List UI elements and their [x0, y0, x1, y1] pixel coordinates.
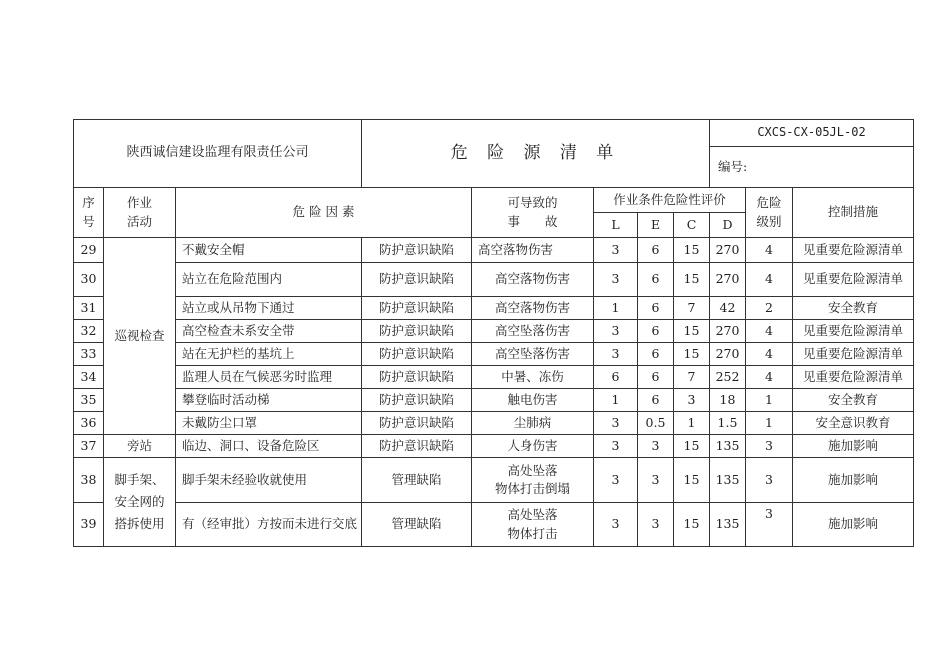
row-C: 15 [674, 503, 710, 547]
row-factor: 高空检查未系安全带 [176, 320, 362, 343]
row-seq: 30 [74, 263, 104, 297]
row-C: 15 [674, 435, 710, 458]
row-C: 15 [674, 320, 710, 343]
row-factor: 站在无护栏的基坑上 [176, 343, 362, 366]
row-L: 3 [594, 320, 638, 343]
row-control: 安全教育 [793, 297, 914, 320]
row-accident: 高空落物伤害 [472, 297, 594, 320]
row-E: 6 [638, 238, 674, 263]
col-seq: 序号 [74, 188, 104, 238]
row-seq: 34 [74, 366, 104, 389]
row-D: 42 [710, 297, 746, 320]
col-factor: 危 险 因 素 [176, 188, 472, 238]
row-factor: 监理人员在气候恶劣时监理 [176, 366, 362, 389]
row-L: 3 [594, 412, 638, 435]
col-evaluation: 作业条件危险性评价 [594, 188, 746, 213]
row-E: 3 [638, 435, 674, 458]
row-cause: 防护意识缺陷 [362, 238, 472, 263]
row-accident: 中暑、冻伤 [472, 366, 594, 389]
row-E: 6 [638, 320, 674, 343]
table-row [74, 238, 914, 263]
row-L: 6 [594, 366, 638, 389]
row-D: 135 [710, 458, 746, 503]
row-factor: 脚手架未经验收就使用 [176, 458, 362, 503]
row-accident: 触电伤害 [472, 389, 594, 412]
document-title: 危 险 源 清 单 [362, 120, 710, 188]
table-row [74, 263, 914, 297]
row-factor: 攀登临时活动梯 [176, 389, 362, 412]
row-factor: 不戴安全帽 [176, 238, 362, 263]
row-cause: 防护意识缺陷 [362, 343, 472, 366]
row-level: 3 [746, 458, 793, 503]
row-accident: 尘肺病 [472, 412, 594, 435]
row-level: 2 [746, 297, 793, 320]
row-seq: 29 [74, 238, 104, 263]
row-C: 7 [674, 366, 710, 389]
hazard-sheet [73, 119, 914, 547]
row-factor: 站立在危险范围内 [176, 263, 362, 297]
table-row [74, 503, 914, 547]
col-C: C [674, 213, 710, 238]
row-control: 见重要危险源清单 [793, 366, 914, 389]
row-control: 见重要危险源清单 [793, 320, 914, 343]
table-row [74, 389, 914, 412]
row-level: 1 [746, 412, 793, 435]
row-control: 施加影响 [793, 503, 914, 547]
row-D: 270 [710, 343, 746, 366]
row-E: 6 [638, 297, 674, 320]
row-control: 见重要危险源清单 [793, 343, 914, 366]
row-control: 施加影响 [793, 458, 914, 503]
row-accident: 高处坠落 物体打击 [472, 503, 594, 547]
row-accident: 高处坠落 物体打击倒塌 [472, 458, 594, 503]
row-level: 4 [746, 320, 793, 343]
row-cause: 防护意识缺陷 [362, 297, 472, 320]
row-L: 3 [594, 435, 638, 458]
row-E: 3 [638, 458, 674, 503]
row-seq: 33 [74, 343, 104, 366]
row-level: 4 [746, 238, 793, 263]
row-seq: 39 [74, 503, 104, 547]
activity-patrol: 巡视检查 [104, 238, 176, 435]
row-control: 见重要危险源清单 [793, 238, 914, 263]
row-L: 3 [594, 458, 638, 503]
row-factor: 站立或从吊物下通过 [176, 297, 362, 320]
row-control: 安全教育 [793, 389, 914, 412]
row-seq: 32 [74, 320, 104, 343]
row-level: 4 [746, 263, 793, 297]
row-D: 135 [710, 435, 746, 458]
row-cause: 防护意识缺陷 [362, 263, 472, 297]
row-factor: 临边、洞口、设备危险区 [176, 435, 362, 458]
row-D: 252 [710, 366, 746, 389]
row-C: 7 [674, 297, 710, 320]
row-L: 3 [594, 238, 638, 263]
row-C: 3 [674, 389, 710, 412]
col-level: 危险级别 [746, 188, 793, 238]
row-level: 4 [746, 343, 793, 366]
row-cause: 防护意识缺陷 [362, 320, 472, 343]
activity-standby: 旁站 [104, 435, 176, 458]
row-E: 6 [638, 366, 674, 389]
table-row [74, 458, 914, 503]
row-D: 18 [710, 389, 746, 412]
row-level: 4 [746, 366, 793, 389]
row-D: 1.5 [710, 412, 746, 435]
row-C: 15 [674, 238, 710, 263]
table-row [74, 435, 914, 458]
row-E: 6 [638, 263, 674, 297]
row-control: 见重要危险源清单 [793, 263, 914, 297]
row-accident: 高空坠落伤害 [472, 320, 594, 343]
row-control: 施加影响 [793, 435, 914, 458]
table-row [74, 320, 914, 343]
col-L: L [594, 213, 638, 238]
table-row [74, 366, 914, 389]
row-C: 15 [674, 458, 710, 503]
row-L: 3 [594, 343, 638, 366]
row-seq: 38 [74, 458, 104, 503]
row-cause: 防护意识缺陷 [362, 366, 472, 389]
row-cause: 管理缺陷 [362, 458, 472, 503]
row-seq: 36 [74, 412, 104, 435]
row-factor: 有（经审批）方按而未进行交底 [176, 503, 362, 547]
row-accident: 高空落物伤害 [472, 263, 594, 297]
row-D: 270 [710, 263, 746, 297]
hazard-table [73, 119, 914, 547]
row-cause: 防护意识缺陷 [362, 435, 472, 458]
table-row [74, 297, 914, 320]
row-C: 15 [674, 263, 710, 297]
table-row [74, 412, 914, 435]
col-E: E [638, 213, 674, 238]
row-L: 3 [594, 263, 638, 297]
col-D: D [710, 213, 746, 238]
activity-scaffold: 脚手架、安全网的搭拆使用 [104, 458, 176, 547]
row-D: 135 [710, 503, 746, 547]
row-seq: 37 [74, 435, 104, 458]
row-D: 270 [710, 320, 746, 343]
row-D: 270 [710, 238, 746, 263]
row-E: 6 [638, 389, 674, 412]
row-C: 1 [674, 412, 710, 435]
row-level: 3 [746, 503, 793, 547]
document-number-label: 编号: [710, 147, 914, 188]
col-control: 控制措施 [793, 188, 914, 238]
table-row [74, 343, 914, 366]
row-L: 3 [594, 503, 638, 547]
row-factor: 未戴防尘口罩 [176, 412, 362, 435]
row-control: 安全意识教育 [793, 412, 914, 435]
row-cause: 防护意识缺陷 [362, 389, 472, 412]
row-seq: 31 [74, 297, 104, 320]
document-code: CXCS-CX-05JL-02 [710, 120, 914, 147]
row-E: 0.5 [638, 412, 674, 435]
row-E: 3 [638, 503, 674, 547]
row-cause: 防护意识缺陷 [362, 412, 472, 435]
row-accident: 人身伤害 [472, 435, 594, 458]
row-seq: 35 [74, 389, 104, 412]
row-accident: 高空落物伤害 [472, 238, 594, 263]
row-E: 6 [638, 343, 674, 366]
row-C: 15 [674, 343, 710, 366]
row-accident: 高空坠落伤害 [472, 343, 594, 366]
col-accident: 可导致的 事 故 [472, 188, 594, 238]
row-cause: 管理缺陷 [362, 503, 472, 547]
row-level: 1 [746, 389, 793, 412]
row-L: 1 [594, 297, 638, 320]
row-level: 3 [746, 435, 793, 458]
row-L: 1 [594, 389, 638, 412]
col-activity: 作业活动 [104, 188, 176, 238]
company-name: 陕西诚信建设监理有限责任公司 [74, 120, 362, 188]
